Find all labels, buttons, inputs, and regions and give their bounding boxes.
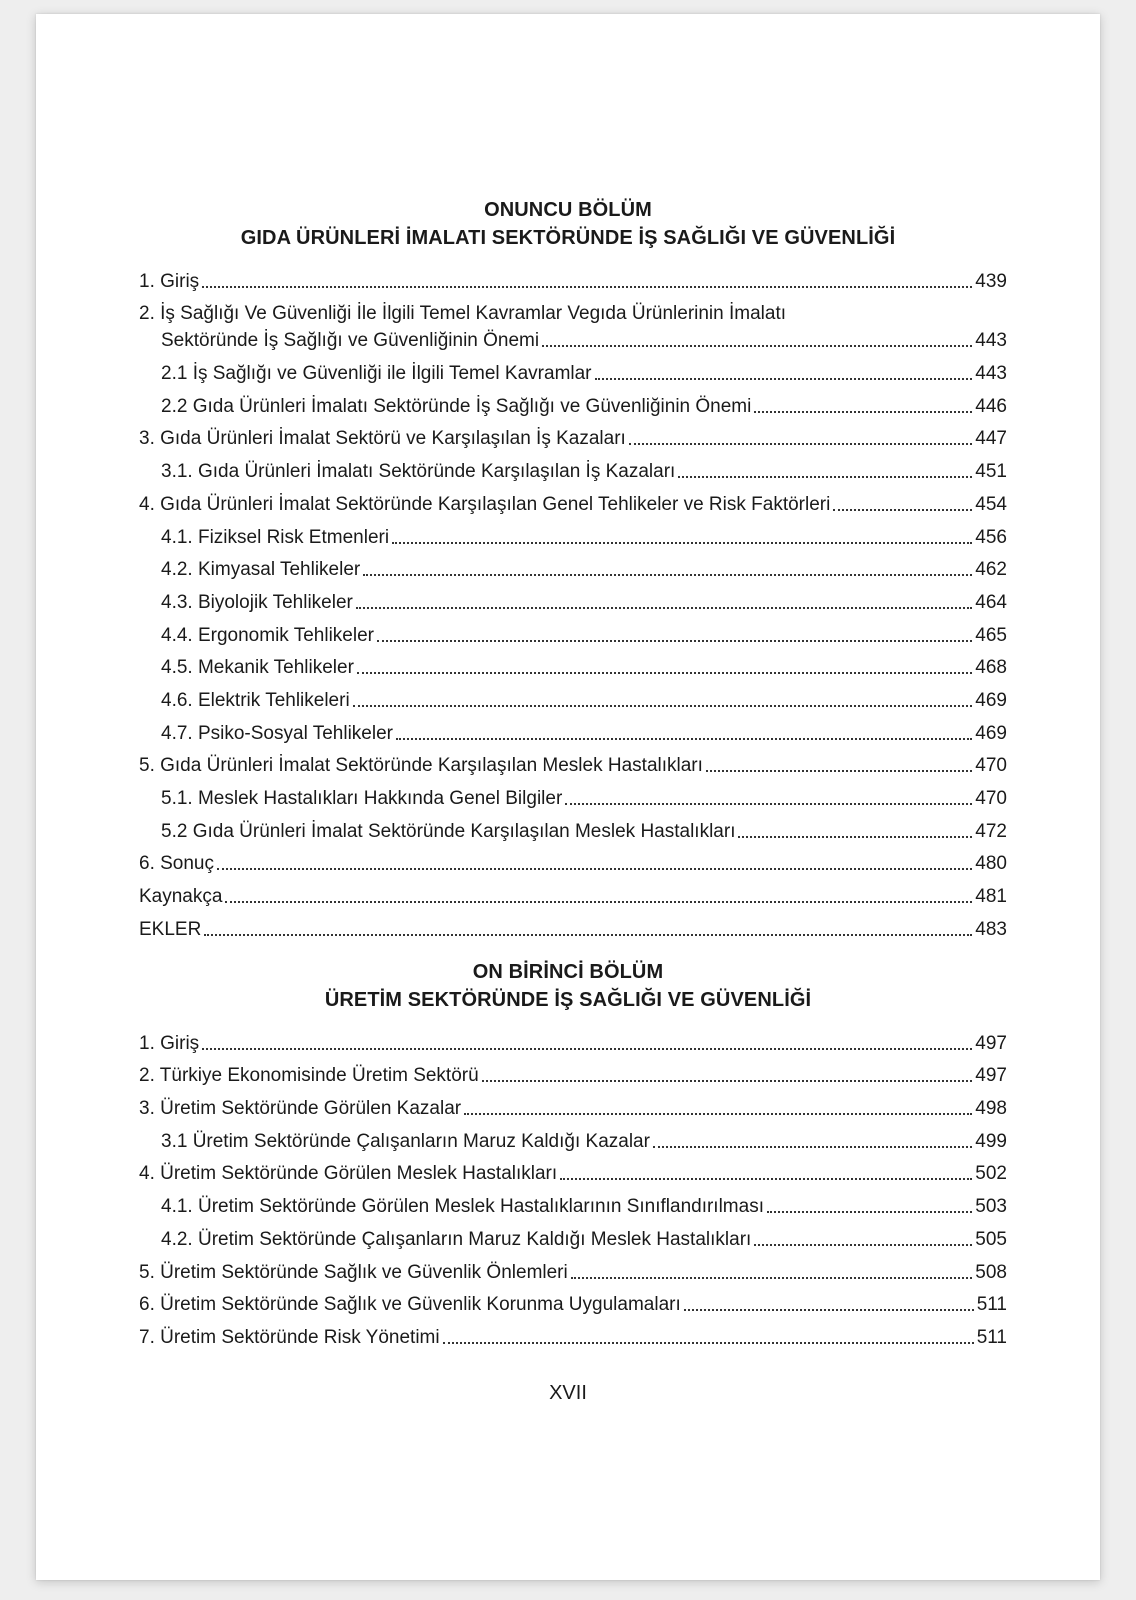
toc-entry-title: 5.1. Meslek Hastalıkları Hakkında Genel Bilgiler (161, 788, 563, 809)
page-number: XVII (549, 1382, 587, 1404)
toc-entry-page: 483 (975, 918, 1007, 940)
toc-entry[interactable] (139, 876, 1007, 909)
toc-entry-title: 2.2 Gıda Ürünleri İmalatı Sektöründe İş Sağlığı ve Güvenliğinin Önemi (161, 395, 752, 417)
dot-leader (202, 286, 972, 288)
toc-entry-page: 462 (975, 559, 1007, 581)
dot-leader (629, 443, 972, 445)
toc-entry-title: 4.4. Ergonomik Tehlikeler (161, 624, 374, 646)
toc-entry[interactable] (139, 713, 1007, 746)
chapter10-heading (36, 196, 1100, 252)
toc-entry[interactable] (139, 909, 1007, 942)
chapter10-label: ONUNCU BÖLÜM (484, 199, 652, 221)
toc-entry[interactable] (139, 1154, 1007, 1187)
dot-leader (767, 1211, 972, 1213)
dot-leader (542, 345, 972, 347)
toc-entry-title: 4.2. Üretim Sektöründe Çalışanların Maruz Kaldığı Meslek Hastalıkları (161, 1228, 752, 1250)
dot-leader (595, 378, 973, 380)
toc-entry-page: 503 (975, 1196, 1007, 1218)
toc-entry-page: 470 (975, 788, 1007, 809)
toc-entry[interactable] (139, 746, 1007, 779)
toc-entry-page: 465 (975, 624, 1007, 646)
toc-entry[interactable] (139, 1121, 1007, 1154)
toc-entry-title-continued: Sektöründe İş Sağlığı ve Güvenliğinin Önemi (161, 330, 540, 352)
toc-entry-title: 4.6. Elektrik Tehlikeleri (161, 689, 350, 711)
chapter11-heading (36, 958, 1100, 1014)
toc-entry-page: 470 (975, 755, 1007, 777)
dot-leader (357, 672, 972, 674)
chapter10-toc (139, 261, 1007, 942)
toc-entry-title: EKLER (139, 918, 202, 940)
toc-entry-title: 4.1. Fiziksel Risk Etmenleri (161, 526, 390, 548)
toc-entry-page: 508 (975, 1261, 1007, 1283)
toc-entry[interactable] (139, 778, 1007, 811)
toc-entry-page: 443 (975, 363, 1007, 385)
toc-entry[interactable] (139, 811, 1007, 844)
toc-entry-title: 4. Üretim Sektöründe Görülen Meslek Hastalıkları (139, 1163, 558, 1185)
toc-entry[interactable] (139, 517, 1007, 550)
dot-leader (738, 836, 972, 838)
dot-leader (571, 1277, 973, 1279)
toc-entry-page: 468 (975, 657, 1007, 679)
toc-entry-page: 454 (975, 493, 1007, 515)
toc-entry[interactable] (139, 680, 1007, 713)
dot-leader (560, 1178, 972, 1180)
toc-entry[interactable] (139, 386, 1007, 419)
toc-entry-title: 1. Giriş (139, 270, 200, 292)
dot-leader (653, 1146, 972, 1148)
toc-entry-title: 3. Üretim Sektöründe Görülen Kazalar (139, 1098, 462, 1120)
chapter11-title: ÜRETİM SEKTÖRÜNDE İŞ SAĞLIĞI VE GÜVENLİĞİ (324, 989, 812, 1011)
dot-leader (678, 476, 972, 478)
dot-leader (482, 1080, 973, 1082)
toc-entry-title: 3.1. Gıda Ürünleri İmalatı Sektöründe Karşılaşılan İş Kazaları (161, 461, 676, 483)
toc-entry-title: Kaynakça (139, 886, 223, 908)
dot-leader (396, 738, 972, 740)
dot-leader (833, 509, 972, 511)
toc-entry[interactable] (139, 615, 1007, 648)
document-page (36, 14, 1100, 1580)
toc-entry-page: 480 (975, 853, 1007, 875)
toc-entry[interactable] (139, 1219, 1007, 1252)
toc-entry-page: 469 (975, 722, 1007, 744)
dot-leader (202, 1048, 972, 1050)
toc-entry-page: 511 (976, 1294, 1007, 1316)
toc-entry[interactable] (139, 582, 1007, 615)
toc-entry[interactable] (139, 1056, 1007, 1089)
toc-entry-page: 505 (975, 1228, 1007, 1250)
toc-entry-title: 4.5. Mekanik Tehlikeler (161, 657, 354, 679)
toc-entry-page: 497 (975, 1065, 1007, 1087)
toc-entry[interactable] (139, 1186, 1007, 1219)
toc-entry[interactable] (139, 844, 1007, 877)
toc-entry-title: 4.3. Biyolojik Tehlikeler (161, 591, 353, 613)
toc-entry[interactable] (139, 353, 1007, 386)
toc-entry-page: 443 (975, 330, 1007, 352)
toc-entry[interactable] (139, 484, 1007, 517)
toc-entry[interactable] (139, 1088, 1007, 1121)
toc-entry-title: 4.7. Psiko-Sosyal Tehlikeler (161, 722, 393, 744)
toc-entry-title: 3. Gıda Ürünleri İmalat Sektörü ve Karşılaşılan İş Kazaları (139, 428, 626, 450)
toc-entry[interactable] (139, 1252, 1007, 1285)
chapter10-title: GIDA ÜRÜNLERİ İMALATI SEKTÖRÜNDE İŞ SAĞLIĞI VE GÜVENLİĞİ (240, 227, 896, 249)
dot-leader (377, 640, 972, 642)
toc-entry-page: 472 (975, 820, 1007, 842)
toc-entry-title: 6. Sonuç (139, 853, 214, 875)
toc-entry-page: 511 (976, 1326, 1007, 1348)
toc-entry-page: 481 (975, 886, 1007, 908)
dot-leader (217, 868, 972, 870)
toc-entry-title: 5. Gıda Ürünleri İmalat Sektöründe Karşılaşılan Meslek Hastalıkları (139, 755, 703, 777)
toc-entry-page: 447 (975, 428, 1007, 450)
toc-entry-title: 2.1 İş Sağlığı ve Güvenliği ile İlgili Temel Kavramlar (161, 363, 592, 385)
toc-entry-page: 451 (975, 461, 1007, 483)
toc-entry[interactable] (139, 261, 1007, 294)
toc-entry-title: 5. Üretim Sektöründe Sağlık ve Güvenlik Önlemleri (139, 1261, 568, 1283)
toc-entry[interactable] (139, 1317, 1007, 1350)
toc-entry[interactable] (139, 648, 1007, 681)
toc-entry-title: 2. Türkiye Ekonomisinde Üretim Sektörü (139, 1065, 479, 1087)
toc-entry-page: 446 (975, 395, 1007, 417)
toc-entry-page: 464 (975, 591, 1007, 613)
toc-entry[interactable] (139, 1023, 1007, 1056)
toc-entry[interactable] (139, 1285, 1007, 1318)
toc-entry[interactable] (139, 419, 1007, 452)
dot-leader (754, 411, 972, 413)
toc-entry-title: 3.1 Üretim Sektöründe Çalışanların Maruz Kaldığı Kazalar (161, 1130, 650, 1152)
dot-leader (204, 934, 972, 936)
toc-entry-title: 7. Üretim Sektöründe Risk Yönetimi (139, 1326, 440, 1348)
toc-entry-title: 4.2. Kimyasal Tehlikeler (161, 559, 361, 581)
toc-entry-page: 497 (975, 1032, 1007, 1054)
toc-entry-page: 456 (975, 526, 1007, 548)
dot-leader (225, 901, 972, 903)
dot-leader (353, 705, 973, 707)
toc-entry-title: 6. Üretim Sektöründe Sağlık ve Güvenlik Korunma Uygulamaları (139, 1294, 681, 1316)
toc-entry-title: 5.2 Gıda Ürünleri İmalat Sektöründe Karşılaşılan Meslek Hastalıkları (161, 820, 736, 842)
toc-entry-title: 1. Giriş (139, 1032, 200, 1054)
toc-entry-title: 2. İş Sağlığı Ve Güvenliği İle İlgili Temel Kavramlar Vegıda Ürünlerinin İmalatı (139, 303, 787, 325)
toc-entry[interactable] (139, 451, 1007, 484)
dot-leader (363, 574, 972, 576)
chapter11-label: ON BİRİNCİ BÖLÜM (472, 961, 664, 983)
dot-leader (706, 770, 972, 772)
toc-entry-page: 469 (975, 689, 1007, 711)
toc-entry-page: 502 (975, 1163, 1007, 1185)
dot-leader (464, 1113, 972, 1115)
dot-leader (392, 542, 972, 544)
toc-entry[interactable] (139, 294, 1007, 354)
dot-leader (754, 1244, 972, 1246)
toc-entry-title: 4.1. Üretim Sektöründe Görülen Meslek Hastalıklarının Sınıflandırılması (161, 1196, 764, 1218)
dot-leader (565, 803, 972, 805)
toc-entry-page: 498 (975, 1098, 1007, 1120)
toc-entry-title: 4. Gıda Ürünleri İmalat Sektöründe Karşılaşılan Genel Tehlikeler ve Risk Faktörleri (139, 493, 831, 515)
dot-leader (684, 1309, 974, 1311)
toc-entry[interactable] (139, 550, 1007, 583)
dot-leader (443, 1342, 974, 1344)
toc-entry-page: 499 (975, 1130, 1007, 1152)
dot-leader (356, 607, 972, 609)
toc-entry-page: 439 (975, 270, 1007, 292)
chapter11-toc (139, 1023, 1007, 1350)
